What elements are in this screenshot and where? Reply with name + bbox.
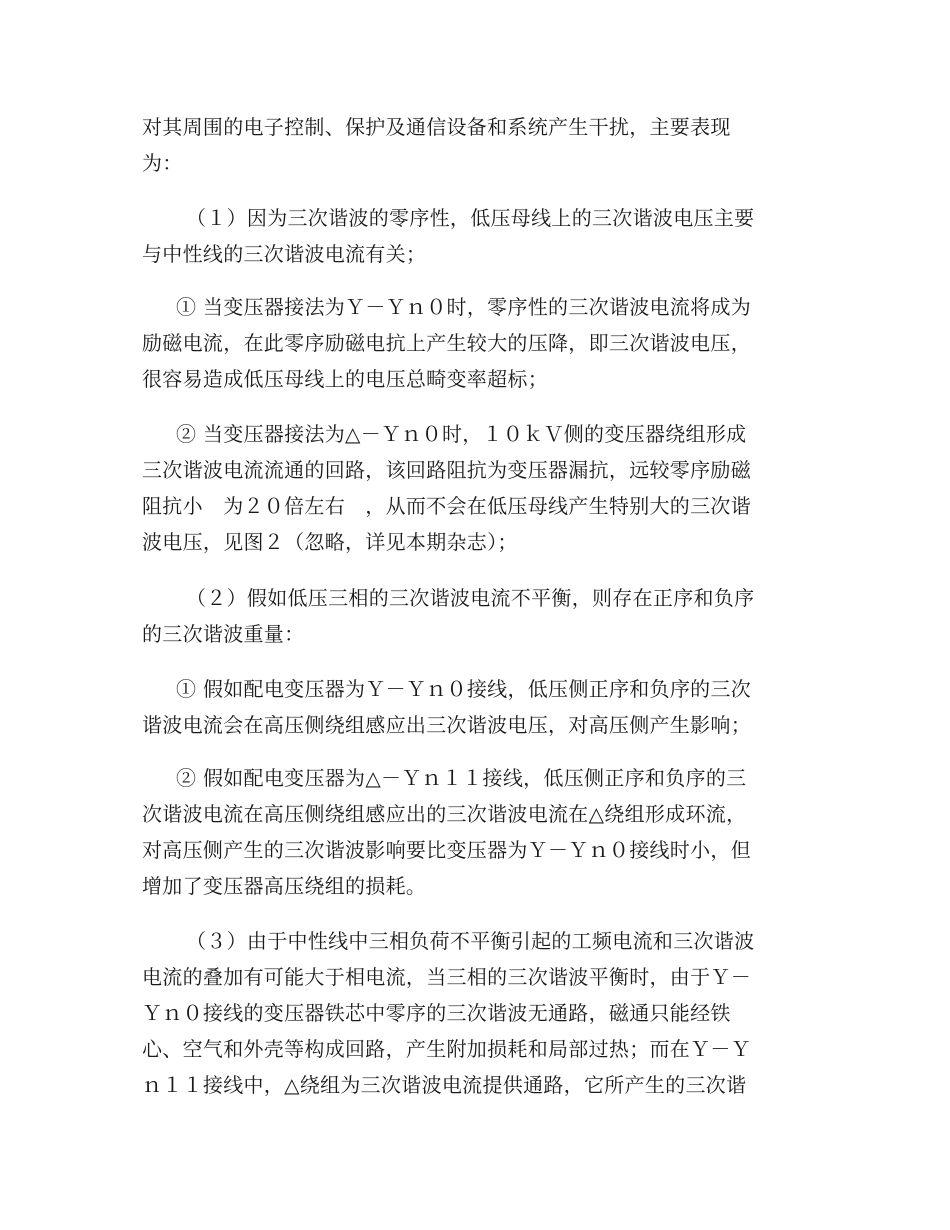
text-line: （１）因为三次谐波的零序性，低压母线上的三次谐波电压主要 — [186, 206, 755, 230]
text-line: 阻抗小 为２０倍左右 ，从而不会在低压母线产生特别大的三次谐 — [142, 494, 751, 518]
text-line: 波电压，见图２（忽略，详见本期杂志）； — [142, 530, 518, 554]
text-line: Ｙｎ０接线的变压器铁芯中零序的三次谐波无通路，磁通只能经铁 — [142, 1001, 731, 1025]
text-line: 励磁电流，在此零序励磁电抗上产生较大的压降，即三次谐波电压， — [142, 331, 751, 355]
text-line: 次谐波电流在高压侧绕组感应出的三次谐波电流在△绕组形成环流， — [142, 802, 747, 826]
text-line: 对高压侧产生的三次谐波影响要比变压器为Ｙ－Ｙｎ０接线时小，但 — [142, 838, 751, 862]
text-line: 心、空气和外壳等构成回路，产生附加损耗和局部过热；而在Ｙ－Ｙ — [142, 1037, 751, 1061]
text-line: 对其周围的电子控制、保护及通信设备和系统产生干扰，主要表现 — [142, 115, 731, 139]
text-line: ② 当变压器接法为△－Ｙｎ０时，１０ｋＶ侧的变压器绕组形成 — [176, 422, 747, 446]
text-line: 很容易造成低压母线上的电压总畸变率超标； — [142, 367, 548, 391]
text-line: 为： — [142, 151, 183, 175]
text-line: ① 假如配电变压器为Ｙ－Ｙｎ０接线，低压侧正序和负序的三次 — [176, 677, 752, 701]
text-line: 电流的叠加有可能大于相电流，当三相的三次谐波平衡时，由于Ｙ－ — [142, 965, 751, 989]
text-line: ① 当变压器接法为Ｙ－Ｙｎ０时，零序性的三次谐波电流将成为 — [176, 295, 752, 319]
text-line: ｎ１１接线中，△绕组为三次谐波电流提供通路，它所产生的三次谐 — [142, 1073, 747, 1097]
text-line: （２）假如低压三相的三次谐波电流不平衡，则存在正序和负序 — [186, 586, 755, 610]
text-line: ② 假如配电变压器为△－Ｙｎ１１接线，低压侧正序和负序的三 — [176, 766, 747, 790]
text-line: 三次谐波电流流通的回路，该回路阻抗为变压器漏抗，远较零序励磁 — [142, 458, 751, 482]
text-line: （３）由于中性线中三相负荷不平衡引起的工频电流和三次谐波 — [186, 929, 755, 953]
text-line: 与中性线的三次谐波电流有关； — [142, 242, 427, 266]
text-line: 增加了变压器高压绕组的损耗。 — [142, 874, 427, 898]
text-line: 谐波电流会在高压侧绕组感应出三次谐波电压，对高压侧产生影响； — [142, 713, 751, 737]
text-line: 的三次谐波重量： — [142, 622, 305, 646]
